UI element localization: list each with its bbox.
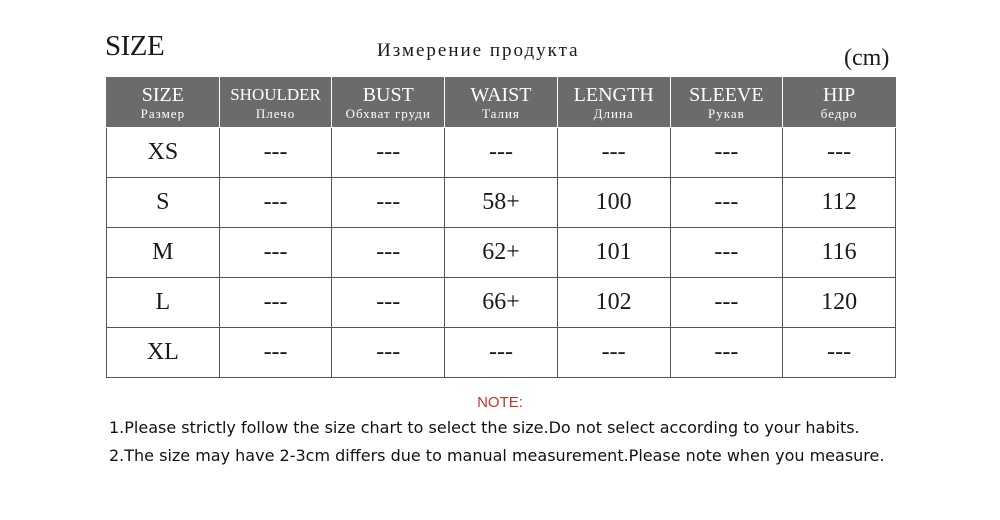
- table-cell: ---: [332, 128, 445, 178]
- note-line-2: 2.The size may have 2-3cm differs due to manual measurement.Please note when you measure.: [109, 446, 885, 465]
- table-cell: ---: [445, 328, 558, 378]
- table-cell: ---: [783, 328, 896, 378]
- table-row: [107, 278, 896, 328]
- column-header-hip: [783, 78, 896, 128]
- column-header-en: SLEEVE: [689, 83, 764, 106]
- table-cell: ---: [332, 328, 445, 378]
- column-header-ru: бедро: [820, 105, 858, 121]
- column-header-ru: Плечо: [255, 105, 296, 121]
- table-cell: 112: [783, 178, 896, 228]
- table-cell: ---: [783, 128, 896, 178]
- table-row: [107, 178, 896, 228]
- table-cell-size: L: [107, 278, 220, 328]
- column-header-length: [557, 78, 670, 128]
- chart-title: SIZE: [105, 30, 165, 62]
- table-cell: 116: [783, 228, 896, 278]
- table-cell: ---: [670, 178, 783, 228]
- column-header-en: SHOULDER: [230, 84, 321, 104]
- table-cell: 120: [783, 278, 896, 328]
- column-header-ru: Обхват груди: [345, 105, 431, 121]
- table-row: [107, 328, 896, 378]
- table-cell: ---: [670, 128, 783, 178]
- column-header-en: BUST: [362, 83, 414, 106]
- column-header-en: WAIST: [470, 83, 532, 106]
- table-cell: ---: [670, 278, 783, 328]
- table-cell-size: XL: [107, 328, 220, 378]
- table-cell: ---: [332, 278, 445, 328]
- table-cell-size: M: [107, 228, 220, 278]
- table-cell: 102: [557, 278, 670, 328]
- column-header-ru: Талия: [481, 105, 520, 121]
- table-cell: 66+: [445, 278, 558, 328]
- chart-subtitle: Измерение продукта: [377, 40, 580, 61]
- table-cell: 58+: [445, 178, 558, 228]
- column-header-shoulder: [219, 78, 332, 128]
- table-cell-size: S: [107, 178, 220, 228]
- column-header-sleeve: [670, 78, 783, 128]
- table-cell: ---: [670, 228, 783, 278]
- table-cell: ---: [219, 178, 332, 228]
- table-cell: ---: [219, 128, 332, 178]
- size-table: [106, 77, 896, 378]
- table-cell: ---: [219, 278, 332, 328]
- table-cell: 62+: [445, 228, 558, 278]
- table-cell: ---: [332, 178, 445, 228]
- column-header-ru: Длина: [593, 105, 634, 121]
- column-header-size: [107, 78, 220, 128]
- table-cell: ---: [557, 128, 670, 178]
- table-cell: 100: [557, 178, 670, 228]
- column-header-en: LENGTH: [573, 83, 654, 106]
- table-cell: ---: [445, 128, 558, 178]
- table-row: [107, 228, 896, 278]
- table-cell: ---: [219, 228, 332, 278]
- column-header-ru: Рукав: [707, 105, 745, 121]
- note-label: NOTE:: [477, 394, 523, 411]
- note-line-1: 1.Please strictly follow the size chart to select the size.Do not select according to your habits.: [109, 418, 860, 437]
- table-cell: ---: [670, 328, 783, 378]
- column-header-en: HIP: [822, 83, 856, 106]
- column-header-waist: [445, 78, 558, 128]
- column-header-ru: Размер: [140, 105, 186, 121]
- header-row: [107, 78, 896, 128]
- table-cell-size: XS: [107, 128, 220, 178]
- column-header-en: SIZE: [141, 83, 184, 106]
- column-header-bust: [332, 78, 445, 128]
- table-cell: 101: [557, 228, 670, 278]
- table-row: [107, 128, 896, 178]
- table-cell: ---: [219, 328, 332, 378]
- table-cell: ---: [557, 328, 670, 378]
- table-cell: ---: [332, 228, 445, 278]
- unit-label: (cm): [844, 45, 890, 71]
